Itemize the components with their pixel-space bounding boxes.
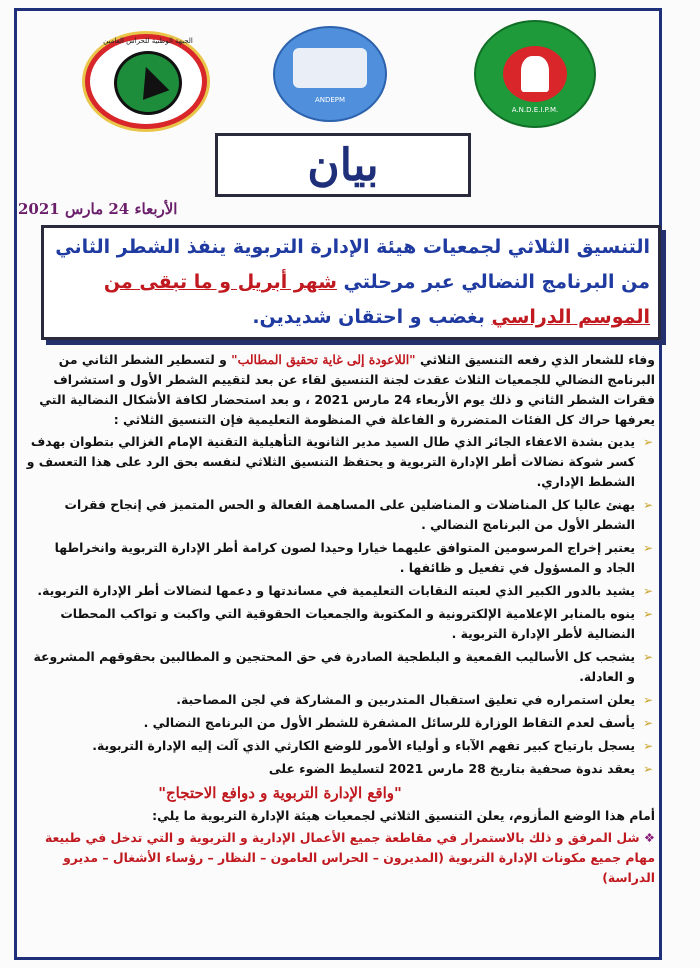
strike-text: شل المرفق و ذلك بالاستمرار في مقاطعة جميع الأعمال الإدارية و التربوية و التي تدخل في طبيعة مهام جميع مكونات الإدارة التربوية (المديرون – الحراس العامون – النظار – رؤساء الأشغال – مديرو الدراسة) [44, 830, 655, 885]
page-title: بيان [307, 139, 379, 191]
logo-center [503, 46, 567, 102]
arrow-icon [133, 62, 170, 100]
decisions-list [25, 432, 655, 779]
press-conference-slogan: "واقع الإدارة التربوية و دوافع الاحتجاج" [158, 784, 402, 802]
slogan-quote: "اللاعودة إلى غاية تحقيق المطالب" [231, 352, 416, 367]
arrow-bullet-icon: ➢ [642, 650, 653, 664]
headline-highlight: الموسم الدراسي [491, 306, 650, 328]
andeipm-logo [474, 20, 596, 128]
arrow-bullet-icon: ➢ [642, 541, 653, 555]
list-item-text: يدين بشدة الاعفاء الجائر الذي طال السيد مدير الثانوية التأهيلية التقنية الإمام الغزالي بتطوان بهدف كسر شوكة نضالات أطر الإدارة التربوية و يحتفظ التنسيق الثلاثي لنفسه بحق الرد على هذا التعسف و الشطط الإداري. [26, 434, 635, 489]
list-item-text: يعتبر إخراج المرسومين المتوافق عليهما خيارا وحيدا لصون كرامة أطر الإدارة التربوية وانخراطها الجاد و المسؤول في تفعيل و ظائفها . [54, 540, 635, 575]
headline-line-2 [52, 265, 650, 300]
title-box [215, 133, 471, 197]
list-item [25, 432, 655, 492]
statement-date: الأربعاء 24 مارس 2021 [18, 200, 178, 218]
list-item-text: يعلن استمراره في تعليق استقبال المتدربين و المشاركة في لجن المصاحبة. [176, 692, 635, 707]
list-item-text: يسجل بارتياح كبير تفهم الآباء و أولياء الأمور للوضع الكارثي الذي آلت إليه الإدارة التربوية. [92, 738, 635, 753]
list-item [25, 581, 655, 601]
arrow-bullet-icon: ➢ [642, 739, 653, 753]
list-item [25, 690, 655, 710]
national-front-logo [85, 34, 207, 129]
strike-decision [25, 828, 655, 888]
list-item [25, 538, 655, 578]
list-item [25, 495, 655, 535]
list-item-text: يهنئ عاليا كل المناضلات و المناضلين على المساهمة الفعالة و الحس المتميز في إنجاح فقرات الشطر الأول من البرنامج النضالي . [64, 497, 635, 532]
logo-label: ANDEPM [314, 96, 346, 104]
headline-text: من البرنامج النضالي عبر مرحلتي [336, 271, 650, 293]
list-item [25, 713, 655, 733]
headline-line-1: التنسيق الثلاثي لجمعيات هيئة الإدارة التربوية ينفذ الشطر الثاني [55, 236, 650, 258]
figure-icon [521, 56, 549, 92]
arrow-bullet-icon: ➢ [642, 762, 653, 776]
arrow-bullet-icon: ➢ [642, 716, 653, 730]
arrow-bullet-icon: ➢ [642, 498, 653, 512]
arrow-bullet-icon: ➢ [642, 607, 653, 621]
andepm-logo [273, 26, 387, 122]
arrow-bullet-icon: ➢ [642, 584, 653, 598]
intro-paragraph [25, 350, 655, 430]
list-item [25, 604, 655, 644]
arrow-bullet-icon: ➢ [642, 435, 653, 449]
list-item-text: ينوه بالمنابر الإعلامية الإلكترونية و المكتوبة والجمعيات الحقوقية التي واكبت و تواكب المحطات النضالية لأطر الإدارة التربوية . [60, 606, 635, 641]
intro-text: و لتسطير الشطر الثاني من البرنامج النضالي للجمعيات الثلاث عقدت لجنة التنسيق لقاء عن بعد لتقييم الشطر الأول و استشراف فقرات الشطر الثاني و ذلك يوم الأربعاء 24 مارس 2021 ، و بعد استحضار لكافة الأشكال النضالية التي يعرفها حراك كل الفئات المتضررة و الفاعلة في المنظومة التعليمية فإن التنسيق الثلاثي : [39, 352, 655, 427]
closing-paragraph: أمام هذا الوضع المأزوم، يعلن التنسيق الثلاثي لجمعيات هيئة الإدارة التربوية ما يلي: [152, 808, 655, 823]
logo-band [293, 48, 367, 88]
list-item [25, 736, 655, 756]
intro-text: وفاء للشعار الذي رفعه التنسيق الثلاثي [415, 352, 655, 367]
headline-highlight: شهر أبريل و ما تبقى من [103, 271, 337, 293]
star-bullet-icon: ❖ [639, 830, 655, 845]
headline-box [41, 225, 661, 340]
list-item-text: يشيد بالدور الكبير الذي لعبته النقابات التعليمية في مساندتها و دعمها لنضالات أطر الإدارة التربوية. [37, 583, 635, 598]
logo-emblem [114, 51, 182, 115]
headline-line-3 [52, 300, 650, 335]
logo-label: A.N.D.E.I.P.M. [511, 106, 559, 114]
arrow-bullet-icon: ➢ [642, 693, 653, 707]
list-item-text: يشجب كل الأساليب القمعية و البلطجية الصادرة في حق المحتجين و المطالبين بحقوقهم المشروعة و العادلة. [33, 649, 635, 684]
list-item-text: يأسف لعدم التقاط الوزارة للرسائل المشفرة للشطر الأول من البرنامج النضالي . [143, 715, 635, 730]
list-item [25, 759, 655, 779]
list-item-text: يعقد ندوة صحفية بتاريخ 28 مارس 2021 لتسليط الضوء على [268, 761, 635, 776]
statement-body [25, 350, 655, 888]
logo-ring-text: الجبهة الوطنية للحراس العامين [103, 37, 193, 45]
list-item [25, 647, 655, 687]
headline-text: بغضب و احتقان شديدين. [252, 306, 492, 328]
